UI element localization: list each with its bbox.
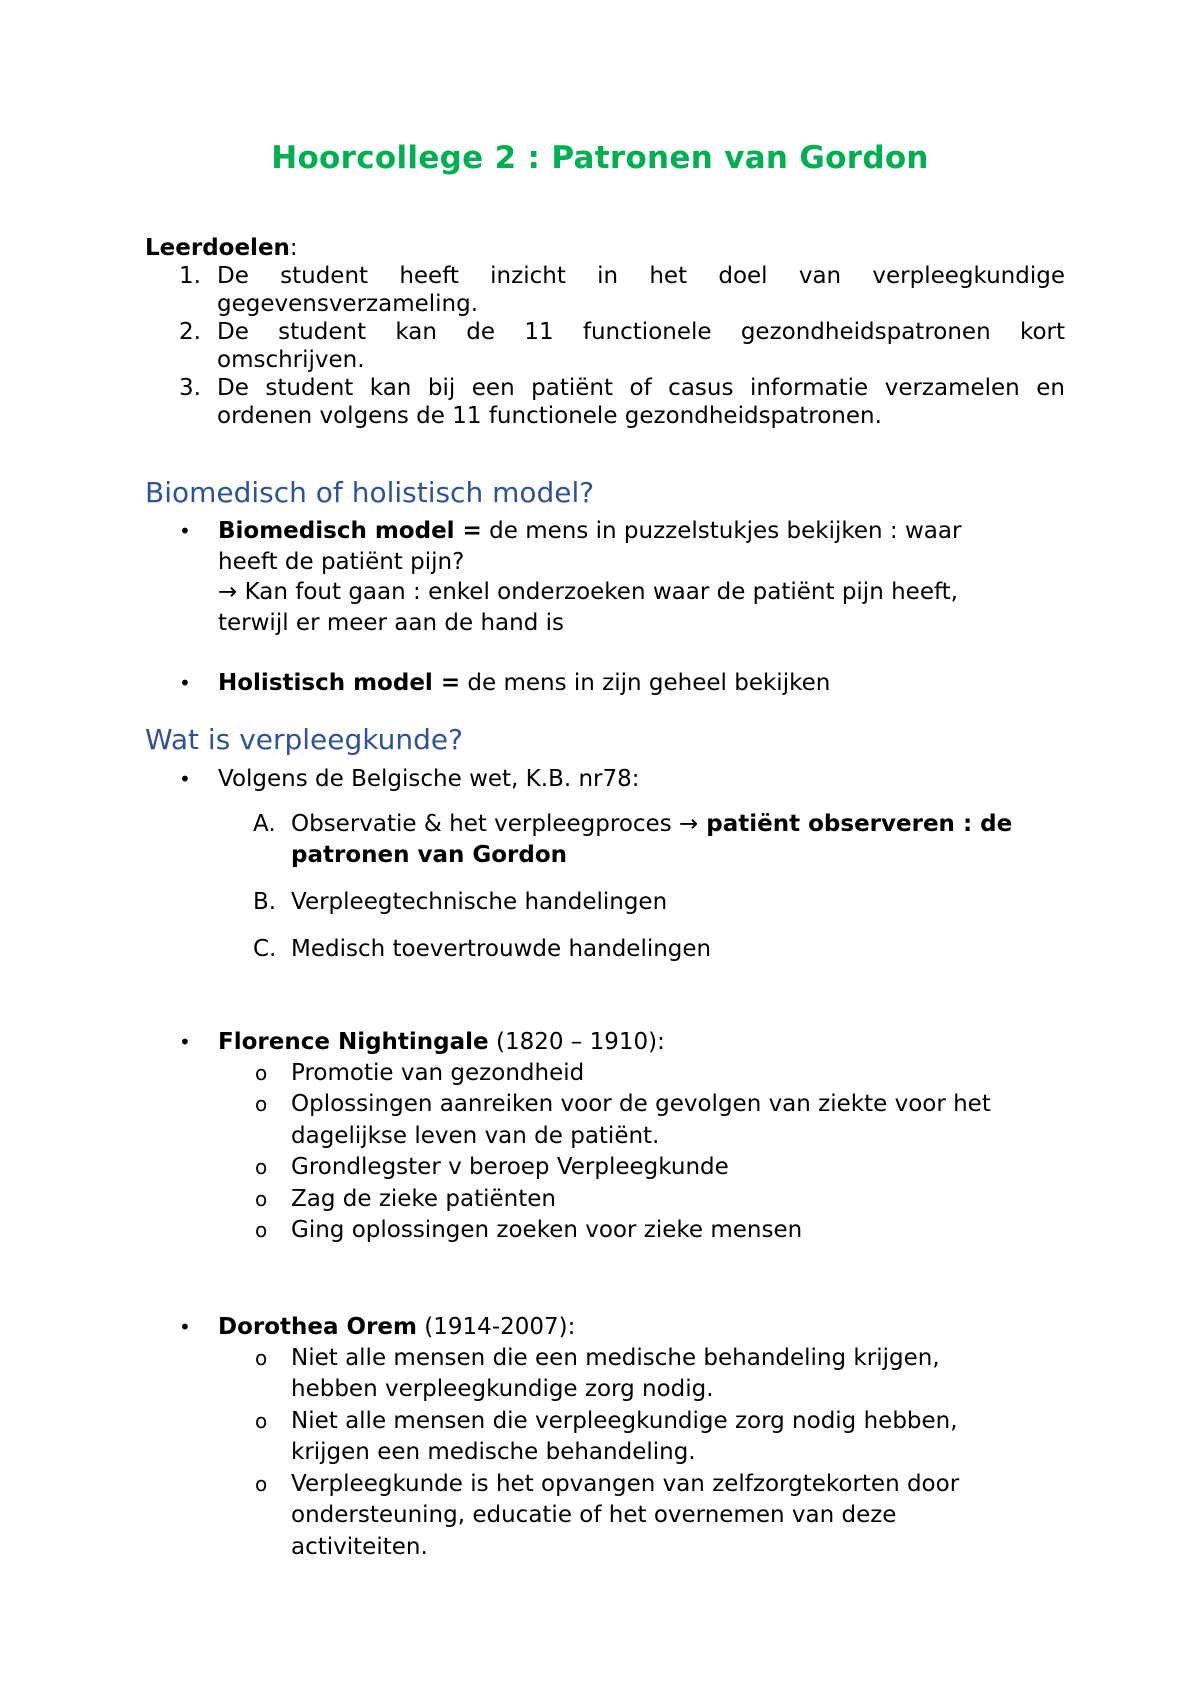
arrow-icon: →: [218, 579, 238, 605]
learning-goal-2: 2. De student kan de 11 functionele gezondheidspatronen kort omschrijven.: [179, 319, 1065, 373]
sub-list-item: o Verpleegkunde is het opvangen van zelfzorgtekorten door ondersteuning, educatie of het overnemen van deze activiteiten.: [255, 1470, 960, 1560]
list-item-orem: • Dorothea Orem (1914-2007):: [145, 1312, 1025, 1343]
letter-item-c: C. Medisch toevertrouwde handelingen: [253, 936, 712, 962]
sub-list-item: o Niet alle mensen die verpleegkundige zorg nodig hebben, krijgen een medische behandeling.: [255, 1407, 958, 1465]
orem-section: [145, 1312, 1025, 1563]
arrow-icon: →: [679, 811, 699, 837]
bullet: •: [179, 519, 191, 543]
sub-list-item: o Grondlegster v beroep Verpleegkunde: [255, 1154, 729, 1180]
learning-goals-heading: Leerdoelen:: [145, 235, 298, 261]
section-biomedisch-list: [145, 516, 1025, 638]
list-item-biomedisch: • Biomedisch model = de mens in puzzelstukjes bekijken : waar heeft de patiënt pijn? → Kan fout gaan : enkel onderzoeken waar de patiënt pijn heeft, terwijl er meer aan de hand is: [179, 518, 962, 636]
list-item-nightingale: • Florence Nightingale (1820 – 1910):: [145, 1027, 1065, 1058]
learning-goals: [145, 234, 1065, 430]
page-title: Hoorcollege 2 : Patronen van Gordon: [271, 140, 929, 176]
learning-goal-1: 1. De student heeft inzicht in het doel van verpleegkundige gegevensverzameling.: [179, 263, 1065, 317]
list-item-wet: • Volgens de Belgische wet, K.B. nr78:: [145, 764, 1065, 795]
section-holistisch-list: [145, 668, 1025, 699]
sub-list-item: o Niet alle mensen die een medische behandeling krijgen, hebben verpleegkundige zorg nodig.: [255, 1344, 940, 1402]
bullet: •: [179, 1315, 191, 1339]
section-heading-verpleegkunde: Wat is verpleegkunde?: [145, 723, 463, 756]
sub-list-item: o Ging oplossingen zoeken voor zieke mensen: [255, 1217, 803, 1243]
nightingale-section: [145, 1027, 1065, 1247]
bullet: •: [179, 767, 191, 791]
section-heading-biomedisch: Biomedisch of holistisch model?: [145, 476, 595, 509]
bullet: •: [179, 671, 191, 695]
sub-list-item: o Zag de zieke patiënten: [255, 1185, 556, 1212]
bullet: •: [179, 1030, 191, 1054]
list-item-holistisch: • Holistisch model = de mens in zijn geheel bekijken: [145, 668, 1025, 699]
sub-list-item: o Oplossingen aanreiken voor de gevolgen van ziekte voor het dagelijkse leven van de patiënt.: [255, 1091, 991, 1149]
letter-item-a: A. Observatie & het verpleegproces → patiënt observeren : de patronen van Gordon: [253, 811, 1013, 868]
letter-item-b: B. Verpleegtechnische handelingen: [253, 889, 668, 915]
learning-goal-3: 3. De student kan bij een patiënt of casus informatie verzamelen en ordenen volgens de 11 functionele gezondheidspatronen.: [179, 375, 1065, 429]
sub-list-item: o Promotie van gezondheid: [255, 1059, 585, 1086]
